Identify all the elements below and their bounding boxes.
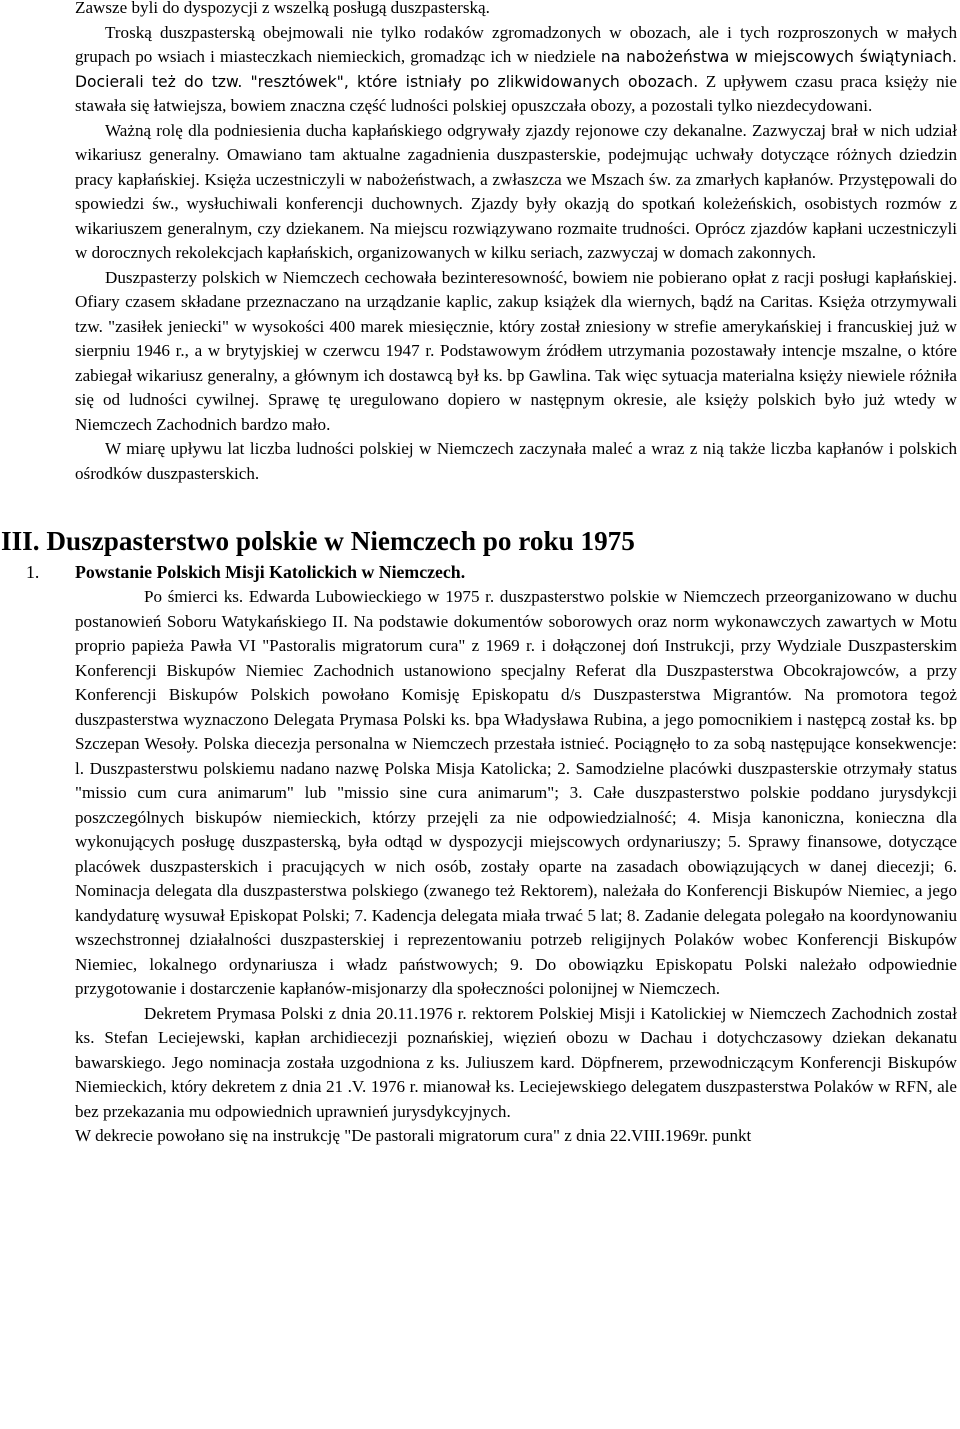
paragraph-text: Troską duszpasterską obejmowali nie tylko rodaków zgromadzonych w obozach, ale i tych rozproszonych w małych grupach po wsiach i miasteczkach niemieckich, gromadząc ich w niedziele bbox=[75, 22, 957, 66]
paragraph: Po śmierci ks. Edwarda Lubowieckiego w 1975 r. duszpasterstwo polskie w Niemczech przeorganizowano w duchu postanowień Soboru Watykańskiego II. Na podstawie dokumentów soborowych oraz norm wykonawczych zawartych w Motu proprio papieża Pawła VI "Pastoralis migratorum cura" z 1969 r. i dołączonej doń Instrukcji, przy Wydziale Duszpasterskim Konferencji Biskupów Niemiec Zachodnich ustanowiono specjalny Referat dla Duszpasterstwa Obcokrajowców, a przy Konferencji Biskupów Polskich powołano Komisję Episkopatu d/s Duszpasterstwa Migrantów. Na promotora tegoż duszpasterstwa wyznaczono Delegata Prymasa Polski ks. bpa Władysława Rubina, a jego pomocnikiem i następcą został ks. bp Szczepan Wesoły. Polska diecezja personalna w Niemczech przestała istnieć. Pociągnęło to za sobą następujące konsekwencje: l. Duszpasterstwu polskiemu nadano nazwę Polska Misja Katolicka; 2. Samodzielne placówki duszpasterskie otrzymały status "missio cum cura animarum" lub "missio sine cura animarum"; 3. Całe duszpasterstwo polskie poddano jurysdykcji poszczególnych biskupów niemieckich, którzy przejęli za nie odpowiedzialność; 4. Misja kanoniczna, konieczna dla wykonujących posługę duszpasterską, była odtąd w dyspozycji miejscowych ordynariuszy; 5. Sprawy finansowe, dotyczące placówek duszpasterskich i pracujących w nich osób, zostały oparte na zasadach obowiązujących w danej diecezji; 6. Nominacja delegata dla duszpasterstwa polskiego (zwanego też Rektorem), należała do Konferencji Biskupów Niemiec, a jego kandydaturę wysuwał Episkopat Polski; 7. Kadencja delegata miała trwać 5 lat; 8. Zadanie delegata polegało na koordynowaniu wszechstronnej działalności duszpasterskiej i reprezentowaniu potrzeb religijnych Polaków wobec Konferencji Biskupów Niemiec, lokalnego ordynariusza i władz państwowych; 9. Do obowiązku Episkopatu Polski należało odpowiednie przygotowanie i dostarczenie kapłanów-misjonarzy dla społeczności polonijnej w Niemczech. bbox=[75, 587, 957, 998]
section-title: Powstanie Polskich Misji Katolickich w Niemczech. bbox=[75, 562, 466, 582]
paragraph: W miarę upływu lat liczba ludności polskiej w Niemczech zaczynała maleć a wraz z nią także liczba kapłanów i polskich ośrodków duszpasterskich. bbox=[75, 439, 957, 483]
paragraph: Dekretem Prymasa Polski z dnia 20.11.1976 r. rektorem Polskiej Misji i Katolickiej w Niemczech Zachodnich został ks. Stefan Leciejewski, kapłan archidiecezji poznańskiej, więzień obozu w Dachau i dotychczasowy dziekan dekanatu bawarskiego. Jego nominacja została uzgodniona z ks. Juliuszem kard. Döpfnerem, przewodniczącym Konferencji Biskupów Niemieckich, który dekretem z dnia 21 .V. 1976 r. mianował ks. Leciejewskiego delegatem duszpasterstwa Polaków w RFN, ale bez przekazania mu odpowiednich uprawnień jurysdykcyjnych. bbox=[75, 1003, 957, 1121]
chapter-heading: III. Duszpasterstwo polskie w Niemczech po roku 1975 bbox=[1, 526, 635, 556]
paragraph: Ważną rolę dla podniesienia ducha kapłańskiego odgrywały zjazdy rejonowe czy dekanalne. Zazwyczaj brał w nich udział wikariusz generalny. Omawiano tam aktualne zagadnienia duszpasterskie, podejmując uchwały dotyczące różnych dziedzin pracy kapłańskiej. Księża uczestniczyli w nabożeństwach, a zwłaszcza we Mszach św. za zmarłych kapłanów. Przystępowali do spowiedzi św., wysłuchiwali konferencji duchownych. Zjazdy były okazją do spotkań koleżeńskich, osobistych rozmów z wikariuszem generalnym, czy dziekanem. Na miejscu rozwiązywano rozmaite trudności. Oprócz zjazdów kapłani uczestniczyli w dorocznych rekolekcjach kapłańskich, organizowanych w kilku seriach, zazwyczaj w domach zakonnych. bbox=[75, 120, 957, 262]
paragraph: Duszpasterzy polskich w Niemczech cechowała bezinteresowność, bowiem nie pobierano opłat z racji posługi kapłańskiej. Ofiary czasem składane przeznaczano na urządzanie kaplic, zakup książek dla wiernych, bądź na Caritas. Księża otrzymywali tzw. "zasiłek jeniecki" w wysokości 400 marek miesięcznie, który został zniesiony w strefie amerykańskiej i francuskiej już w sierpniu 1946 r., a w brytyjskiej w czerwcu 1947 r. Podstawowym źródłem utrzymania pozostawały intencje mszalne, o które zabiegał wikariusz generalny, a głównym ich dostawcą był ks. bp Gawlina. Tak więc sytuacja materialna księży niewiele różniła się od ludności cywilnej. Sprawę tę uregulowano dopiero w następnym okresie, ale księży polskich było już wtedy w Niemczech Zachodnich bardzo mało. bbox=[75, 267, 957, 434]
section-heading bbox=[26, 559, 957, 585]
paragraph-text: Z upływem czasu praca księży nie stawała się łatwiejsza, bowiem znaczna część ludności polskiej opuszczała obozy, a pozostali tylko niezdecydowani. bbox=[75, 71, 957, 115]
paragraph bbox=[75, 21, 957, 119]
paragraph-text-sans: na nabożeństwa w miejscowych świątyniach. Docierali też do tzw. "resztówek", które istniały po zlikwidowanych obozach. bbox=[75, 48, 958, 91]
document-page bbox=[1, 0, 958, 1149]
paragraph: Zawsze byli do dyspozycji z wszelką posługą duszpasterską. bbox=[75, 0, 490, 17]
paragraph: W dekrecie powołano się na instrukcję "De pastorali migratorum cura" z dnia 22.VIII.1969r. punkt bbox=[75, 1126, 752, 1145]
section-number: 1. bbox=[26, 562, 40, 582]
